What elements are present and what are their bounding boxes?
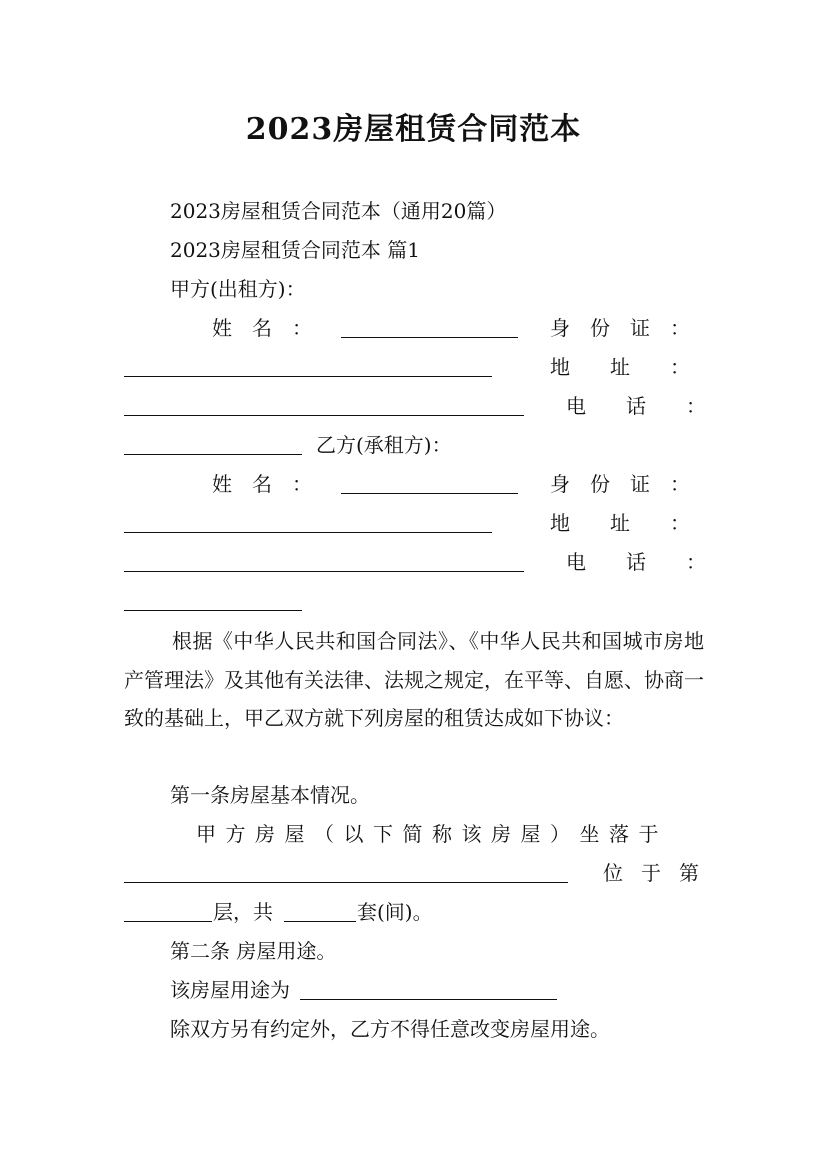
party-b-address-field[interactable]: [124, 570, 524, 572]
article1-location-text: 甲方房屋（以下简称该房屋）坐落于: [196, 822, 668, 846]
party-b-phone-field[interactable]: [124, 609, 302, 611]
party-a-phone-field[interactable]: [124, 453, 302, 455]
party-a-label: 甲方(出租方)：: [170, 277, 306, 301]
article2-title: 第二条 房屋用途。: [170, 939, 337, 963]
party-a-address-label: 地 址 ：: [550, 355, 690, 379]
party-a-address-field[interactable]: [124, 414, 524, 416]
party-a-name-field[interactable]: [341, 336, 518, 338]
party-a-name-label: 姓 名 ：: [212, 316, 312, 340]
party-b-name-label: 姓 名 ：: [212, 472, 312, 496]
article1-units-field[interactable]: [284, 920, 356, 922]
article1-floor-field[interactable]: [124, 920, 212, 922]
article1-total-text: 层，共: [213, 900, 273, 924]
party-b-id-field[interactable]: [124, 531, 492, 533]
article1-units-text: 套(间)。: [357, 900, 433, 924]
party-a-id-label: 身 份 证 ：: [550, 316, 690, 340]
party-b-address-label: 地 址 ：: [550, 511, 690, 535]
document-title: 2023房屋租赁合同范本: [245, 112, 582, 147]
article2-usage-field[interactable]: [300, 998, 557, 1000]
article1-location-field[interactable]: [124, 881, 568, 883]
party-a-phone-label: 电 话 ：: [566, 394, 706, 418]
article2-restriction-text: 除双方另有约定外，乙方不得任意改变房屋用途。: [170, 1017, 610, 1041]
party-b-phone-label: 电 话 ：: [566, 550, 706, 574]
party-b-id-label: 身 份 证 ：: [550, 472, 690, 496]
preamble-paragraph: 根据《中华人民共和国合同法》、《中华人民共和国城市房地产管理法》及其他有关法律、法规之规定，在平等、自愿、协商一致的基础上，甲乙双方就下列房屋的租赁达成如下协议：: [124, 629, 704, 730]
party-b-name-field[interactable]: [341, 492, 518, 494]
article1-floor-text: 位于第: [603, 861, 717, 885]
document-subtitle: 2023房屋租赁合同范本（通用20篇）: [170, 199, 507, 223]
section-heading: 2023房屋租赁合同范本 篇1: [170, 238, 420, 262]
article2-usage-text: 该房屋用途为: [170, 978, 290, 1002]
party-a-id-field[interactable]: [124, 375, 492, 377]
article1-title: 第一条房屋基本情况。: [170, 783, 370, 807]
party-b-label: 乙方(承租方)：: [316, 433, 452, 457]
